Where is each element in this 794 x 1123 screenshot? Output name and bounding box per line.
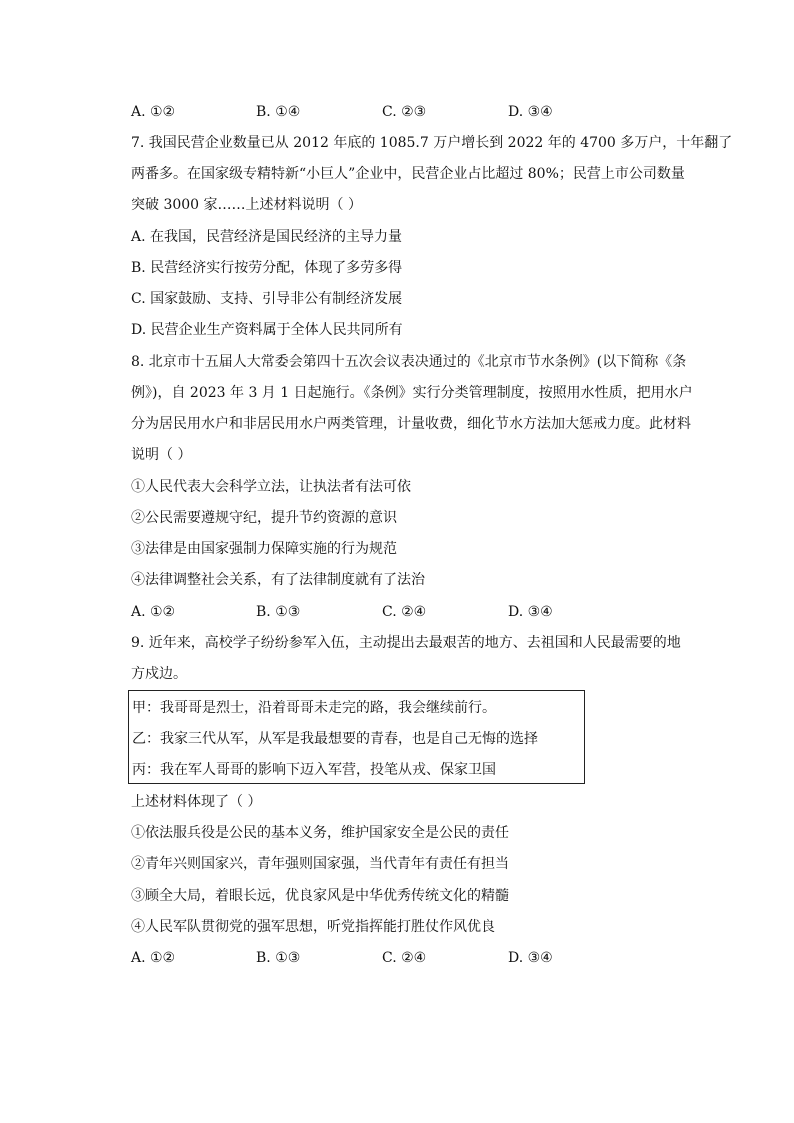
q8-statement-4: ④法律调整社会关系，有了法律制度就有了法治: [131, 572, 425, 588]
q8-option-a[interactable]: A. ①②: [131, 604, 176, 620]
q9-statement-4: ④人民军队贯彻党的强军思想，听党指挥能打胜仗作风优良: [131, 919, 495, 935]
q9-options: [131, 948, 691, 968]
q6-option-d[interactable]: D. ③④: [508, 104, 553, 120]
q9-statement-1: ①依法服兵役是公民的基本义务，维护国家安全是公民的责任: [131, 825, 509, 841]
q9-statement-3: ③顾全大局，着眼长远，优良家风是中华优秀传统文化的精髓: [131, 888, 509, 904]
q7-stem-line-1: 7. 我国民营企业数量已从 2012 年底的 1085.7 万户增长到 2022 年的 4700 多万户，十年翻了: [131, 135, 733, 151]
q6-options: [131, 102, 691, 122]
q6-option-a[interactable]: A. ①②: [131, 104, 176, 120]
q9-statement-2: ②青年兴则国家兴，青年强则国家强，当代青年有责任有担当: [131, 856, 509, 872]
q7-option-a[interactable]: A. 在我国，民营经济是国民经济的主导力量: [131, 229, 403, 245]
q9-material-yi: 乙：我家三代从军，从军是我最想要的青春，也是自己无悔的选择: [132, 731, 538, 747]
q9-stem-line-1: 9. 近年来，高校学子纷纷参军入伍，主动提出去最艰苦的地方、去祖国和人民最需要的地: [131, 635, 681, 651]
q9-material-box: [128, 690, 585, 784]
q8-option-d[interactable]: D. ③④: [508, 604, 553, 620]
q7-option-c[interactable]: C. 国家鼓励、支持、引导非公有制经济发展: [131, 291, 403, 307]
q6-option-b[interactable]: B. ①④: [256, 104, 301, 120]
q7-option-b[interactable]: B. 民营经济实行按劳分配，体现了多劳多得: [131, 260, 403, 276]
q9-material-jia: 甲：我哥哥是烈士，沿着哥哥未走完的路，我会继续前行。: [132, 700, 496, 716]
q8-options: [131, 602, 691, 622]
q8-option-b[interactable]: B. ①③: [256, 604, 301, 620]
q8-option-c[interactable]: C. ②④: [382, 604, 427, 620]
q8-stem-line-1: 8. 北京市十五届人大常委会第四十五次会议表决通过的《北京市节水条例》(以下简称《条: [131, 354, 687, 370]
q9-option-c[interactable]: C. ②④: [382, 950, 427, 966]
q8-stem-line-4: 说明（ ）: [131, 447, 192, 463]
q7-stem-line-2: 两番多。在国家级专精特新“小巨人”企业中，民营企业占比超过 80%；民营上市公司数量: [131, 166, 685, 182]
q9-stem-line-2: 方戍边。: [131, 666, 187, 682]
q9-option-d[interactable]: D. ③④: [508, 950, 553, 966]
q6-option-c[interactable]: C. ②③: [382, 104, 427, 120]
q9-prompt: 上述材料体现了（ ）: [131, 794, 262, 810]
q8-statement-3: ③法律是由国家强制力保障实施的行为规范: [131, 541, 397, 557]
q7-option-d[interactable]: D. 民营企业生产资料属于全体人民共同所有: [131, 322, 403, 338]
q8-stem-line-3: 分为居民用水户和非居民用水户两类管理，计量收费，细化节水方法加大惩戒力度。此材料: [131, 416, 691, 432]
q9-option-a[interactable]: A. ①②: [131, 950, 176, 966]
q8-stem-line-2: 例》)，自 2023 年 3 月 1 日起施行。《条例》实行分类管理制度，按照用水性质，把用水户: [131, 385, 693, 401]
q7-stem-line-3: 突破 3000 家……上述材料说明（ ）: [131, 197, 362, 213]
q9-option-b[interactable]: B. ①③: [256, 950, 301, 966]
q8-statement-1: ①人民代表大会科学立法，让执法者有法可依: [131, 479, 411, 495]
q8-statement-2: ②公民需要遵规守纪，提升节约资源的意识: [131, 510, 397, 526]
q9-material-bing: 丙：我在军人哥哥的影响下迈入军营，投笔从戎、保家卫国: [132, 762, 496, 778]
